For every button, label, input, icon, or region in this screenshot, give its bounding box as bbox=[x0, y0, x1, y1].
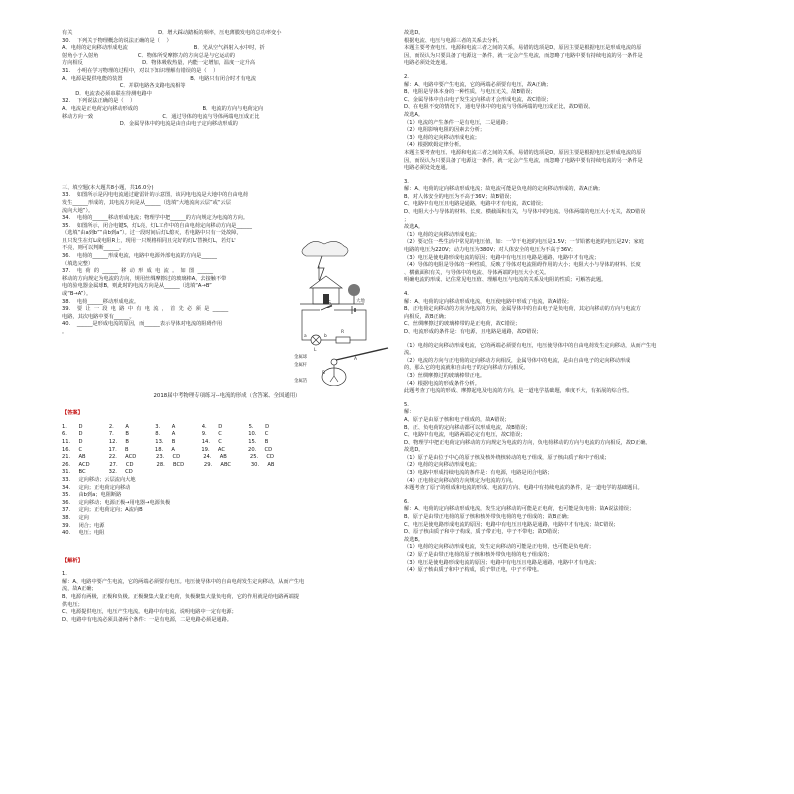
answer-line: 39. 闭合；电源 bbox=[62, 522, 105, 529]
fill-question-line: 33. 如图所示是闪电电流通过避雷针的示意图，该闪电电流是大地中的自由电荷 bbox=[62, 192, 249, 199]
analysis-line: 电路的电压为220V；动力电压为380V；对人体安全的电压为不高于36V； bbox=[404, 247, 576, 254]
analysis-line: （2）要记住一些生活中常见的电压值，如：一节干电池的电压是1.5V；一节铅蓄电池的电压是2V；家庭 bbox=[404, 239, 644, 246]
analysis-line: （1）原子是由位于中心的原子核及核外绕核转动的电子组成，原子核由质子和中子组成； bbox=[404, 454, 610, 461]
analysis-line: 向相反，故B正确； bbox=[404, 313, 450, 320]
analysis-line: 4. bbox=[404, 291, 409, 297]
fill-question-line: （填选完整） bbox=[62, 260, 94, 267]
cloud-icon bbox=[302, 241, 348, 256]
fill-question-line: 38. 电荷______移动形成电流。 bbox=[62, 298, 140, 305]
analysis-line: （4）根据欧姆定律分析。 bbox=[404, 142, 465, 149]
analysis-line: B、对人体安全的电压为不高于36V；故B错误； bbox=[404, 193, 515, 200]
analysis-line: B、原子是由带正电荷的原子核和核外带负电荷的电子组成的；故B正确； bbox=[404, 514, 572, 521]
analysis-line: 解： bbox=[404, 409, 415, 416]
question-line: C．并联电路各支路电流相等 bbox=[62, 83, 186, 90]
multiple-choice-continuation bbox=[62, 30, 392, 129]
switch-label: S bbox=[328, 301, 331, 306]
analysis-line: 故选D。 bbox=[404, 447, 424, 454]
analysis-line: 供电压； bbox=[62, 601, 83, 608]
analysis-line: 本题考查了原子的组成和电流的形成、电流的方向、电路中有持续电流的条件，是一道电学的基础题目。 bbox=[404, 485, 643, 492]
answer-tag: 【答案】 bbox=[62, 410, 83, 417]
metal-rod-label: 金属杆 bbox=[294, 363, 308, 368]
analysis-line: （3）电压是使电路形成电流的原因；电路中有电压且电路是通路，电路中才有电流； bbox=[404, 254, 600, 261]
analysis-line: 2. bbox=[404, 73, 409, 80]
analysis-line: B、电阻是导体本身的一种性质，与电压无关，故B错误； bbox=[404, 89, 536, 96]
house-roof-icon bbox=[310, 276, 342, 288]
question-line: 30. 下列关于物理概念的说法正确的是（ ） bbox=[62, 37, 172, 44]
analysis-line: 解：A、电荷的定向移动形成电流，发生定向移动的可能是正电荷，也可能是负电荷；故A说法错误； bbox=[404, 506, 635, 513]
question-line: 31. 小明在学习物理的过程中，对以下知识理解有错误的是（ ） bbox=[62, 67, 219, 74]
analysis-line: 故选A。 bbox=[404, 111, 424, 118]
analysis-line: （4）导体的电阻是导体的一种性质，反映了导体对电流阻碍作用的大小；电阻大小与导体的材料、长度 bbox=[404, 262, 641, 269]
fill-question-line: 且只发生在灯L或电阻R上，现用一只规格相同且完好的灯L'替换灯L，若灯L' bbox=[62, 237, 236, 244]
question-line: 方向相反 D．物体吸收热量，内能一定增加，温度一定升高 bbox=[62, 60, 256, 67]
answer-line: 6. D 7. B 8. A 9. C 10. C bbox=[62, 431, 269, 438]
analysis-line: 故选B。 bbox=[404, 536, 424, 543]
analysis-line: 明确电流的形成、记住常见电压值、理解电压与电流的关系及电阻的性质；可解答此题。 bbox=[404, 277, 607, 284]
analysis-line: 流。 bbox=[404, 350, 415, 357]
switch-gap bbox=[320, 308, 334, 312]
fill-question-line: 电路，其次电路中要有______。 bbox=[62, 313, 135, 320]
analysis-line: （4）原子核由质子和中子构成，质子带正电，中子不带电。 bbox=[404, 567, 543, 574]
fill-question-line: 37. 电 荷 的 ______ 移 动 形 成 电 流 。 如 图 ______ bbox=[62, 268, 214, 275]
circuit-figure bbox=[302, 300, 366, 353]
analysis-line: A、原子是由原子核和电子组成的，故A错误； bbox=[404, 416, 510, 423]
ground-label: 大地 bbox=[356, 299, 365, 304]
answer-line: 1. D 2. A 3. A 4. D 5. D bbox=[62, 423, 270, 430]
analysis-line: 流，故A正确； bbox=[62, 586, 97, 593]
analysis-line: B、正电荷定向移动的方向为电流的方向，金属导体中的自由电子是负电荷，其定向移动的方向与电流方 bbox=[404, 306, 641, 313]
fill-question-line: 34. 电荷的______移动形成电流；物理学中把______的方向规定为电流的方向。 bbox=[62, 215, 249, 222]
analysis-line: （1）电荷的定向移动形成电流，发生定向移动的可能是正电荷，也可能是负电荷； bbox=[404, 544, 595, 551]
fill-question-line: 不亮，则可以判断______。 bbox=[62, 245, 125, 252]
analysis-line: 电路必须处处连通。 bbox=[404, 60, 451, 67]
answer-line: 36. 定向移动；电源正极→用电器→电源负极 bbox=[62, 499, 171, 506]
right-column bbox=[404, 30, 734, 575]
question-line: 有关 D．增大踩动踏板的频率，压电薄膜发电的总功率变小 bbox=[62, 30, 282, 36]
question-line: 移动方向一致 C．通过导体的电流与导体两端电压成正比 bbox=[62, 113, 260, 120]
analysis-line: （4）根据电流的形成条件分析。 bbox=[404, 380, 480, 387]
analysis-line: 因，而误认为只要具备了电源这一条件，就一定会产生电流，而忽略了电路中要有持续电流的另一条件是 bbox=[404, 52, 643, 59]
analysis-line: 故选A。 bbox=[404, 224, 424, 231]
analysis-line: 根据电流、电压与电源三者的关系去分析。 bbox=[404, 37, 503, 44]
analysis-line: （2）电流的方向与正电荷的定向移动方向相反，金属导体中的电流，是由自由电子的定向移动形成 bbox=[404, 357, 631, 364]
answer-line: 33. 定向移动；云层流向大地 bbox=[62, 476, 136, 483]
answer-line: 31. BC 32. CD bbox=[62, 469, 133, 476]
metal-ball-label: 金属球 bbox=[294, 355, 308, 360]
question-figures bbox=[292, 236, 402, 386]
analysis-line: 电路必须处处连通。 bbox=[404, 165, 451, 172]
analysis-line: C、金属导体中自由电子发生定向移动才会形成电流，故C错误； bbox=[404, 96, 552, 103]
analysis-line: 6. bbox=[404, 498, 409, 505]
metal-ball-icon bbox=[331, 359, 337, 365]
fill-question-line: 或“B→A”）。 bbox=[62, 291, 92, 298]
rod-b-label: B bbox=[322, 371, 326, 376]
answer-line: 21. AB 22. ACD 23. CD 24. AB 25. CD bbox=[62, 454, 275, 461]
analysis-line: 解：A、电路中要产生电流，它的两端必须要有电压，故A正确； bbox=[404, 81, 552, 88]
resistor-icon bbox=[336, 337, 350, 343]
analysis-line: （2）电阻影响电阻的因素去分析； bbox=[404, 127, 486, 134]
metal-foil-left-icon bbox=[330, 376, 334, 382]
fill-question-line: （选填“由a到b”“由b到a”）。过一段时间后灯L熄灭，若电路中只有一处故障， bbox=[62, 230, 242, 237]
analysis-line: （1）电荷的定向移动形成电流，它的两端必须要有电压，电压使导体中的自由电荷发生定向移动，从而产生电 bbox=[404, 342, 657, 349]
analysis-line: （3）电荷的定向移动形成电流； bbox=[404, 134, 480, 141]
analysis-line: B、正、负电荷的定向移动都可以形成电流，故B错误； bbox=[404, 424, 531, 431]
analysis-line: C、丝绸摩擦过的玻璃棒带的是正电荷，故C错误； bbox=[404, 321, 521, 328]
analysis-line: 故选D。 bbox=[404, 30, 424, 36]
answer-line: 34. 定向；正电荷定向移动 bbox=[62, 484, 131, 491]
tree-icon bbox=[348, 284, 360, 296]
analysis-line: （1）电流的产生条件一是有电压，二是通路； bbox=[404, 119, 512, 126]
answer-line: 40. 电压；电阻 bbox=[62, 530, 105, 537]
question-line: 32. 下列说法正确的是（ ） bbox=[62, 98, 136, 105]
answer-line: 16. C 17. B 18. A 19. AC 20. CD bbox=[62, 446, 273, 453]
lightning-rod-figure bbox=[300, 241, 365, 304]
analysis-tag: 【解析】 bbox=[62, 557, 83, 564]
paper-title: 2018届中考物理专项练习--电流的形成（含答案、全国通用） bbox=[153, 392, 301, 399]
resistor-label: R bbox=[341, 330, 345, 335]
fill-question-line: 39. 要 让 一 段 电 路 中 有 电 流 ， 首 先 必 须 是 ______ bbox=[62, 306, 229, 313]
question-line: A．电流是正电荷定向移动形成的 B．电流的方向与电荷定向 bbox=[62, 105, 264, 112]
analysis-line: 5. bbox=[404, 401, 409, 408]
analysis-line: D、在电阻不变的情况下，通电导体中的电流与导体两端的电压成正比，故D错误。 bbox=[404, 104, 594, 111]
lamp-label: L bbox=[314, 348, 317, 353]
glass-rod-icon bbox=[336, 348, 388, 360]
question-line: D．金属导体中的电流是由自由电子定向移动形成的 bbox=[62, 121, 238, 128]
metal-foil-label: 金属箔 bbox=[294, 379, 308, 384]
question-line: A．电荷的定向移动形成电流 B．光从空气斜射入水中时，折 bbox=[62, 45, 265, 52]
analysis-line: C、电源提供电压，电压产生电流。电路中有电流，说明电路中一定有电源； bbox=[62, 609, 237, 616]
node-a-label: a bbox=[304, 334, 307, 339]
analysis-line: （2）原子是由带正电荷的原子核和核外带负电荷的电子组成的； bbox=[404, 552, 553, 558]
question-line: 射角小于入射角 C．物体所受摩擦力的方向总是与它运动的 bbox=[62, 52, 235, 59]
fill-question-line: 移动的方向规定为电流的方向，规用丝绸摩擦过的玻璃棒A，去接触不带 bbox=[62, 275, 227, 282]
analysis-line: 解：A、电路中要产生电流，它的两端必须要有电压。电压使导体中的自由电荷发生定向移动，从而产生电 bbox=[62, 578, 305, 585]
analysis-line: B、电源有两极，正极和负极。正极聚集大量正电荷，负极聚集大量负电荷，它的作用就是给电路两端提 bbox=[62, 594, 299, 601]
analysis-left bbox=[62, 571, 392, 624]
rod-a-label: A bbox=[354, 357, 358, 362]
analysis-line: （4）正电荷定向移动的方向规定为电流的方向。 bbox=[404, 477, 517, 484]
section-title: 三、填空题(本大题共8小题，共16.0分) bbox=[62, 184, 154, 191]
fill-question-line: 36. 电荷的______形成电流，电路中电源外部电流的方向是______ bbox=[62, 253, 217, 260]
answer-list bbox=[62, 424, 392, 538]
analysis-line: （3）电压是使电路形成电流的原因；电路中有电压且电路是通路，电路中才有电流； bbox=[404, 559, 600, 566]
analysis-line: 3. bbox=[404, 178, 409, 185]
analysis-line: 解：A、电荷的定向移动形成电流，电压使电路中形成了电流，故A错误； bbox=[404, 298, 572, 305]
analysis-line: C、电路中有电压且电路是通路，电路中才有电流，故C错误； bbox=[404, 201, 547, 208]
answer-line: 11. D 12. B 13. B 14. C 15. B bbox=[62, 438, 269, 445]
fill-question-line: 流向大地”）。 bbox=[62, 207, 94, 214]
question-line: D．电流表必须串联在待测电路中 bbox=[62, 90, 152, 97]
metal-foil-right-icon bbox=[334, 376, 338, 382]
answer-line: 38. 定向 bbox=[62, 514, 89, 521]
analysis-line: D、电流形成的条件是：有电源，且电路是通路，故D错误； bbox=[404, 328, 542, 335]
analysis-line: 本题主要考查电压、电源和电流三者之间的关系，易错的选项是D，原因主要是根据电压是形成电流的原 bbox=[404, 149, 642, 156]
question-line: A．电源是提供电能的装置 B．电路只有闭合时才有电流 bbox=[62, 75, 257, 82]
analysis-line: 1. bbox=[62, 571, 67, 578]
analysis-line: 解：A、电荷的定向移动形成电流；故电流可能是负电荷的定向移动形成的，故A正确； bbox=[404, 186, 604, 193]
fill-question-line: 。 bbox=[62, 329, 68, 335]
analysis-line: 、横截面积有关，与导体中的电流、导体两端的电压大小无关。 bbox=[404, 269, 550, 276]
analysis-right bbox=[404, 30, 734, 575]
analysis-line: （3）丝绸摩擦过的玻璃棒带正电。 bbox=[404, 372, 486, 379]
fill-question-line: 35. 如图所示，闭合电键S，灯L亮，灯L工作中的自由电荷定向移动方向是______ bbox=[62, 222, 252, 229]
circuit-wire bbox=[302, 310, 366, 340]
fill-question-line: 40. ______是形成电流的原因，而______表示导体对电流的阻碍作用 bbox=[62, 321, 223, 328]
analysis-line: 因，而误认为只要具备了电源这一条件，就一定会产生电流，而忽略了电路中要有持续电流的另一条件是 bbox=[404, 157, 643, 164]
answer-line: 37. 定向；正电荷定向；A流向B bbox=[62, 507, 143, 514]
analysis-line: D、物理学中把正电荷定向移动的方向规定为电流的方向，负电荷移动的方向与电流的方向相反，故D正确。 bbox=[404, 439, 651, 446]
fill-question-line: 发生______形成的，其电流方向是从______（选填“大地流向云层”或“云层 bbox=[62, 199, 231, 206]
analysis-line: D、电路中有电流必须具备两个条件：一是有电源，二是电路必须是通路。 bbox=[62, 616, 232, 623]
analysis-line: ； bbox=[404, 216, 410, 223]
analysis-line: 本题主要考查电压、电源和电流三者之间的关系，易错的选项是D，原因主要是根据电压是形成电流的原 bbox=[404, 45, 642, 52]
answer-line: 26. ACD 27. CD 28. BCD 29. ABC 30. AB bbox=[62, 461, 275, 468]
analysis-line: D、原子核由质子和中子构成，质子带正电，中子不带电；故D错误； bbox=[404, 529, 563, 536]
fill-question-line: 电的验电器金属球B，则此时的电流方向是从______（选填“A→B” bbox=[62, 283, 212, 290]
analysis-line: C、电路中有电流，电路两端必定有电压，故C错误； bbox=[404, 432, 526, 439]
analysis-line: C、电压是使电路形成电流的原因；电路中有电压且电路是通路，电路中才有电流；故C错误； bbox=[404, 521, 619, 528]
analysis-line: （2）电荷的定向移动形成电流； bbox=[404, 462, 480, 469]
analysis-line: D、电阻大小与导体的材料、长度、横截面积有关，与导体中的电流、导体两端的电压大小无关，故D错误 bbox=[404, 209, 646, 216]
electroscope-figure bbox=[294, 348, 388, 386]
analysis-line: 的，那么它的电流就和自由电子的定向移动方向相反。 bbox=[404, 365, 529, 372]
analysis-line: 此题考查了电流的形成、摩擦起电及电流的方向，是一道电学基础题，难度不大，有拓展的综合性。 bbox=[404, 388, 633, 395]
node-b-label: b bbox=[324, 334, 327, 339]
analysis-line: （3）电路中形成持续电流的条件是：有电源，电路是闭合电路； bbox=[404, 470, 553, 477]
analysis-line: （1）电荷的定向移动形成电流； bbox=[404, 231, 480, 238]
answer-line: 35. 由b到a；电阻断路 bbox=[62, 492, 122, 499]
